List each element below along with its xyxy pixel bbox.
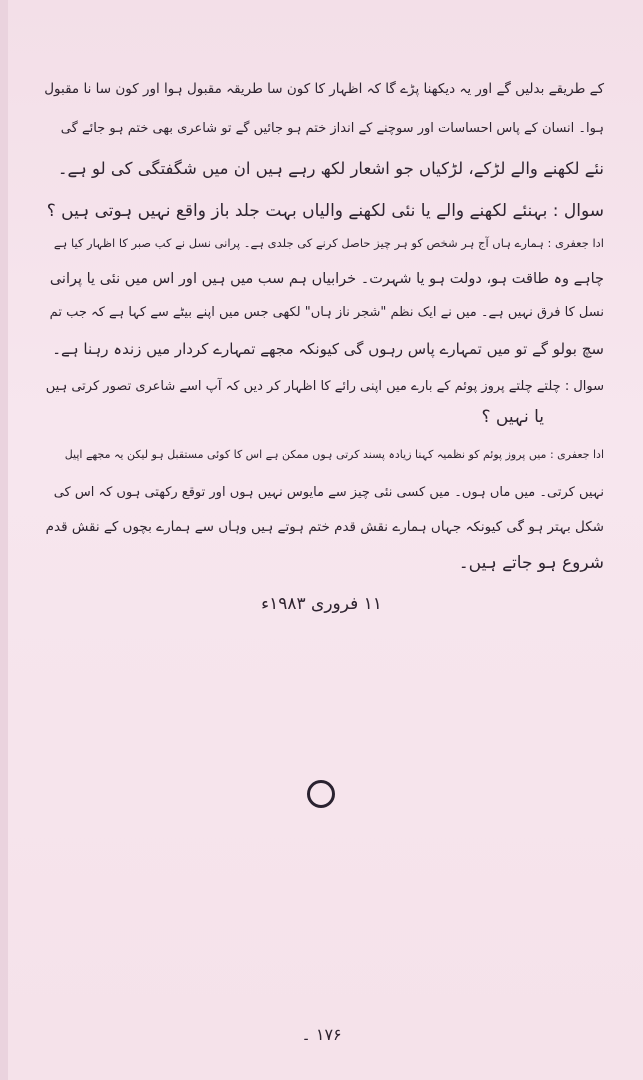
answer-line: ادا جعفری : ہمارے ہاں آج ہر شخص کو ہر چیز حاصل کرنے کی جلدی ہے۔ پرانی نسل نے کب صبر کا اظہار کیا ہے [53, 236, 604, 250]
answer-line: ادا جعفری : میں پروز پوئم کو نظمیہ کہنا زیادہ پسند کرتی ہوں ممکن ہے اس کا کوئی مستقبل ہو لیکن یہ مجھے اپیل [64, 448, 604, 461]
end-mark-circle-icon [307, 780, 335, 808]
question-line: سوال : چلتے چلتے پروز پوئم کے بارے میں اپنی رائے کا اظہار کر دیں کہ آپ اسے شاعری تصور کرتی ہیں [45, 379, 604, 394]
answer-line: سچ بولو گے تو میں تمہارے پاس رہوں گی کیونکہ مجھے تمہارے کردار میں زندہ رہنا ہے۔ [52, 340, 604, 358]
answer-line: شروع ہو جاتے ہیں۔ [458, 553, 604, 573]
page-edge [0, 0, 8, 1080]
question-line: یا نہیں ؟ [481, 407, 544, 427]
page-text [44, 0, 604, 600]
question-line: سوال : بہنئے لکھنے والے یا نئی لکھنے والیاں بہت جلد باز واقع نہیں ہوتی ہیں ؟ [46, 201, 604, 221]
page-number: ۱۷۶ ۔ [301, 1025, 342, 1044]
text-line: نئے لکھنے والے لڑکے، لڑکیاں جو اشعار لکھ رہے ہیں ان میں شگفتگی کی لو ہے۔ [57, 159, 604, 178]
text-line: ہوا۔ انسان کے پاس احساسات اور سوچنے کے انداز ختم ہو جائیں گے تو شاعری بھی ختم ہو جائے گی [60, 121, 604, 136]
answer-line: چاہے وہ طاقت ہو، دولت ہو یا شہرت۔ خرابیاں ہم سب میں ہیں اور اس میں نئی یا پرانی [49, 271, 604, 287]
text-line: کے طریقے بدلیں گے اور یہ دیکھنا پڑے گا کہ اظہار کا کون سا طریقہ مقبول ہوا اور کون سا نا مقبول [44, 81, 604, 97]
answer-line: شکل بہتر ہو گی کیونکہ جہاں ہمارے نقش قدم ختم ہوتے ہیں وہاں سے ہمارے بچوں کے نقش قدم [45, 519, 604, 535]
interview-date: ۱۱ فروری ۱۹۸۳ء [261, 594, 382, 614]
answer-line: نسل کا فرق نہیں ہے۔ میں نے ایک نظم "شجر ناز ہاں" لکھی جس میں اپنے بیٹے سے کہا ہے کہ جب تم [49, 305, 604, 320]
answer-line: نہیں کرتی۔ میں ماں ہوں۔ میں کسی نئی چیز سے مایوس نہیں ہوں اور توقع رکھتی ہوں کہ اس کی [53, 485, 604, 500]
